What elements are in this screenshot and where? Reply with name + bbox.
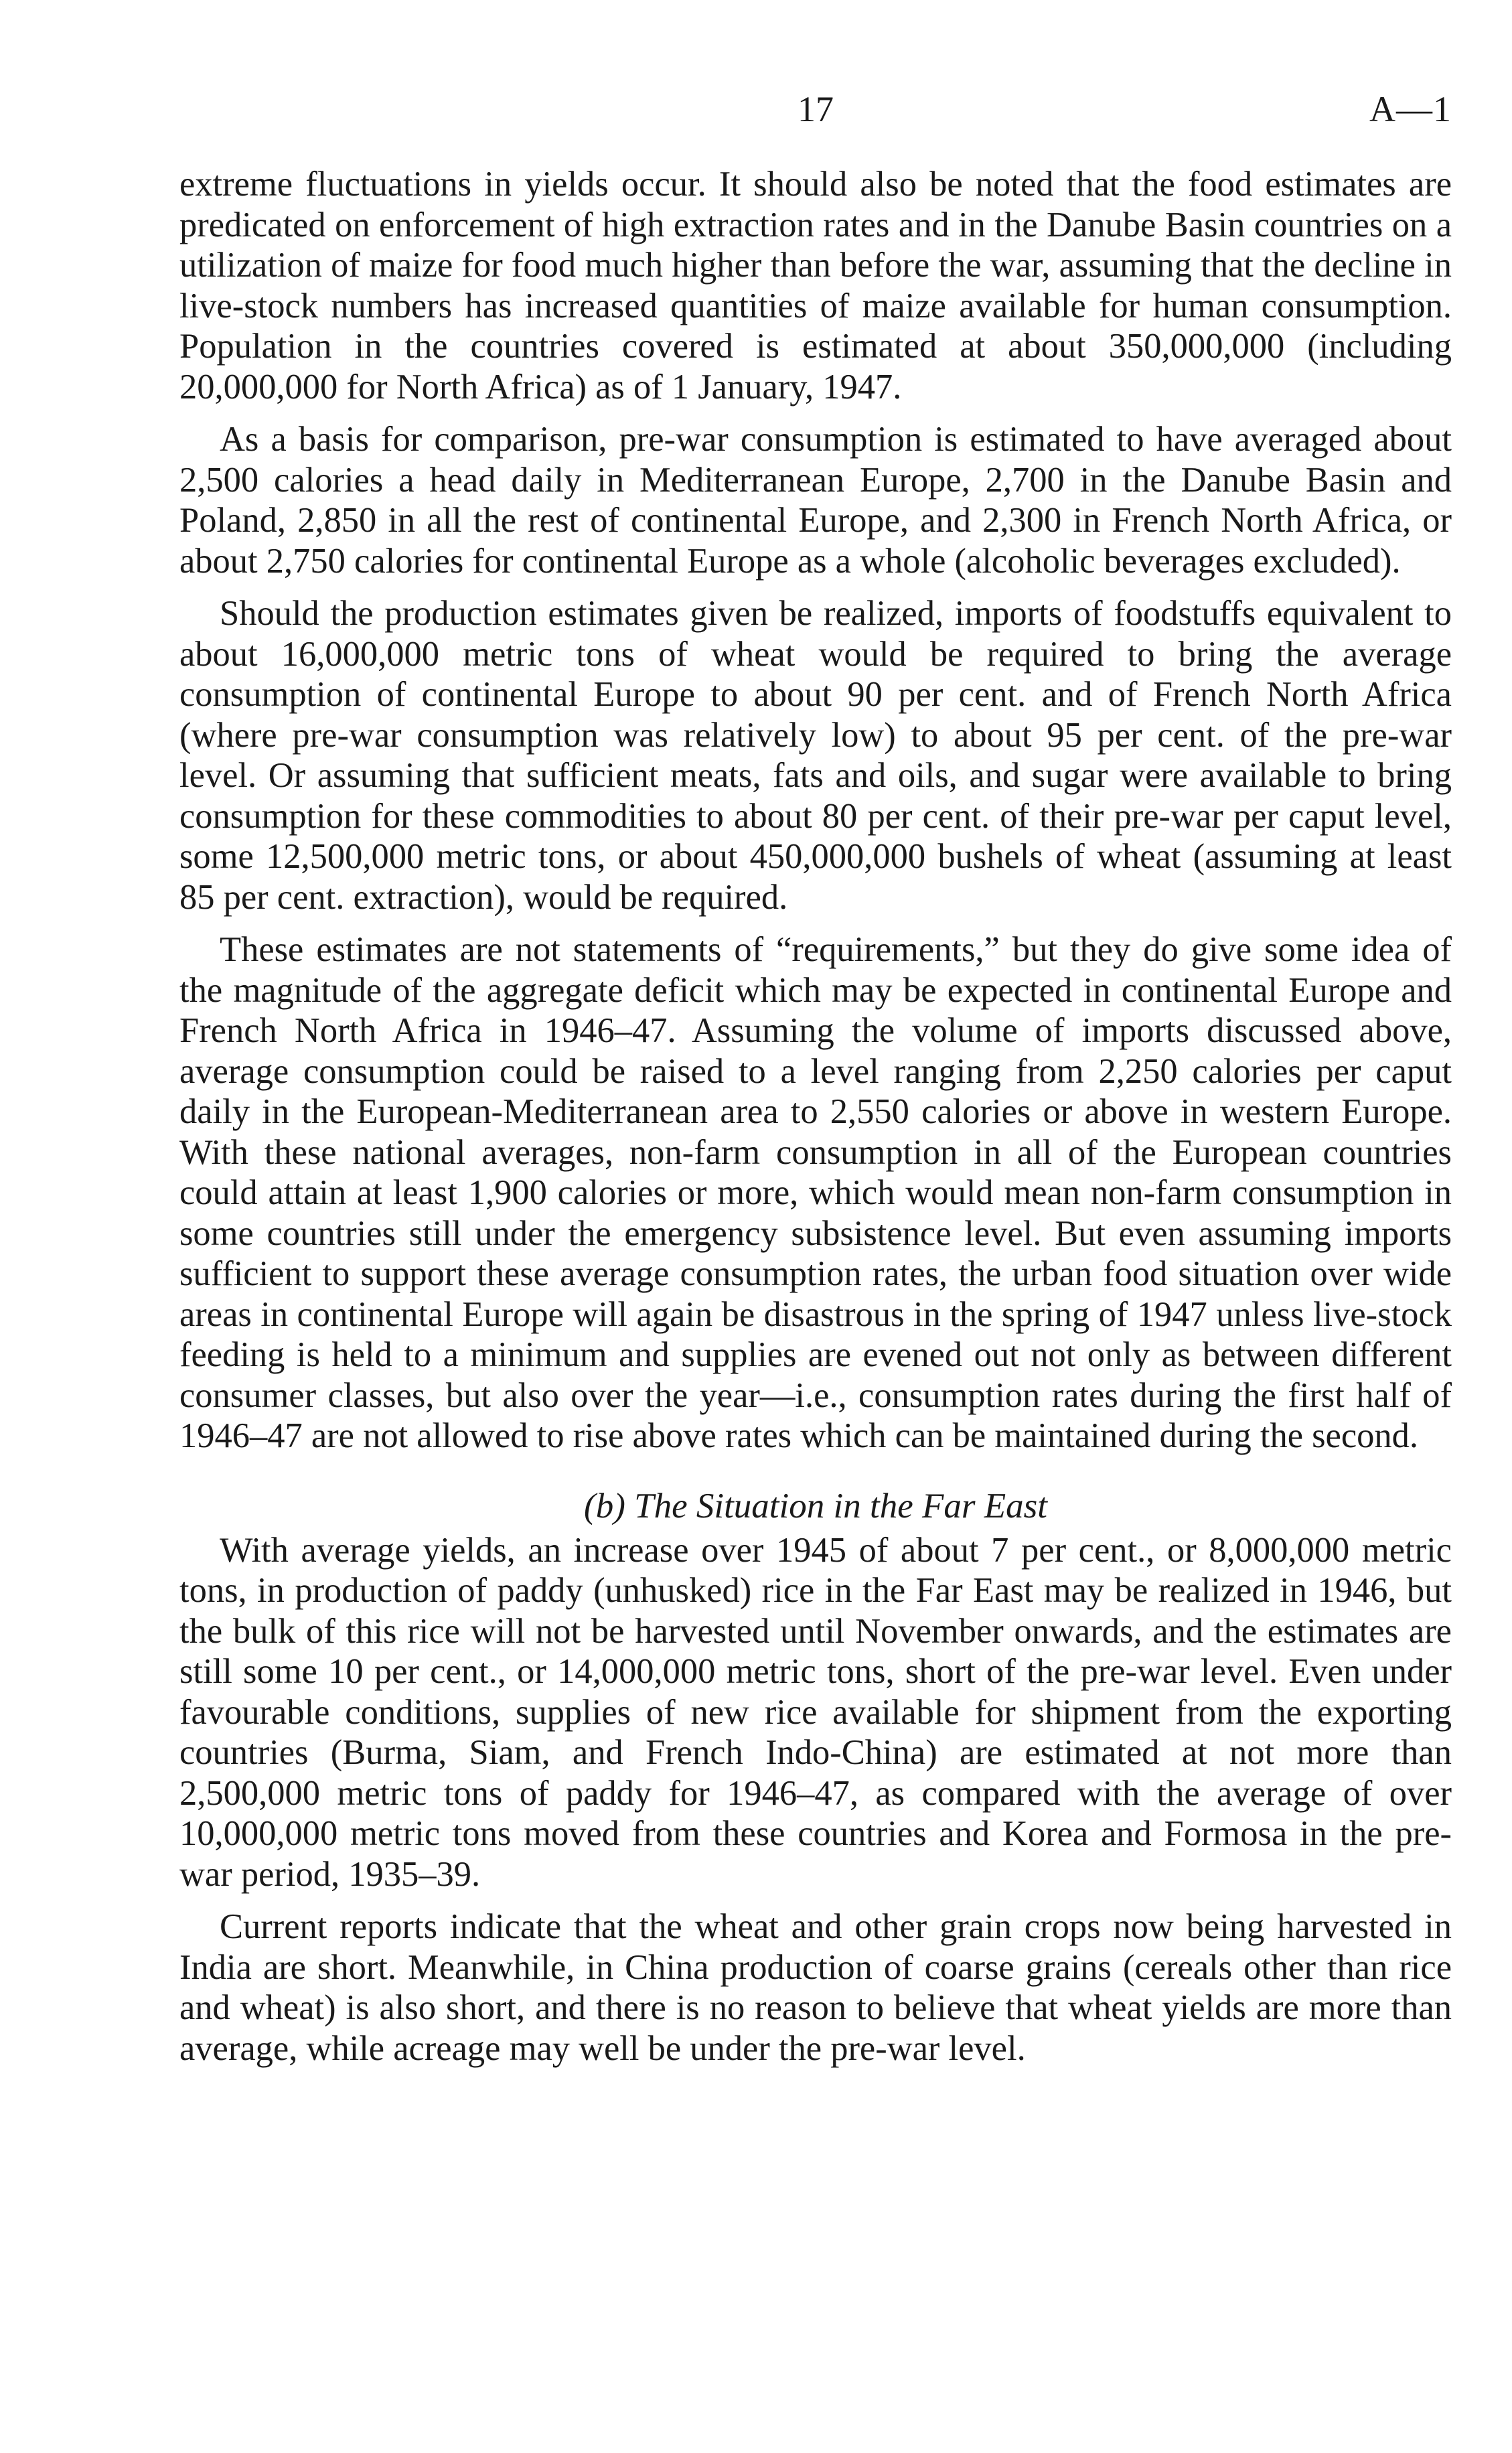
body-text (179, 164, 1452, 2081)
page-number: 17 (798, 89, 834, 129)
paragraph: With average yields, an increase over 1945 of about 7 per cent., or 8,000,000 metric tons, in production of paddy (unhusked) rice in the Far East may be realized in 1946, but the bulk of this rice will not be harvested until November onwards, and the estimates are still some 10 per cent., or 14,000,000 metric tons, short of the pre-war level. Even under favourable conditions, supplies of new rice available for shipment from the exporting countries (Burma, Siam, and French Indo-China) are estimated at not more than 2,500,000 metric tons of paddy for 1946–47, as compared with the average of over 10,000,000 metric tons moved from these countries and Korea and Formosa in the pre-war period, 1935–39. (179, 1530, 1452, 1894)
paragraph: Should the production estimates given be realized, imports of foodstuffs equivalent to about 16,000,000 metric tons of wheat would be required to bring the average consumption of continental Europe to about 90 per cent. and of French North Africa (where pre-war consumption was relatively low) to about 95 per cent. of the pre-war level. Or assuming that sufficient meats, fats and oils, and sugar were available to bring consumption for these commodities to about 80 per cent. of their pre-war per caput level, some 12,500,000 metric tons, or about 450,000,000 bushels of wheat (assuming at least 85 per cent. extraction), would be required. (179, 594, 1452, 917)
page-header (179, 79, 1452, 139)
paragraph: As a basis for comparison, pre-war consumption is estimated to have averaged about 2,500 calories a head daily in Mediterranean Europe, 2,700 in the Danube Basin and Poland, 2,850 in all the rest of continental Europe, and 2,300 in French North Africa, or about 2,750 calories for continental Europe as a whole (alcoholic beverages excluded). (179, 420, 1452, 581)
paragraph: These estimates are not statements of “requirements,” but they do give some idea of the magnitude of the aggregate deficit which may be expected in continental Europe and French North Africa in 1946–47. Assuming the volume of imports discussed above, average consumption could be raised to a level ranging from 2,250 calories per caput daily in the European-Mediterranean area to 2,550 calories or above in western Europe. With these national averages, non-farm consumption in all of the European countries could attain at least 1,900 calories or more, which would mean non-farm consumption in some countries still under the emergency subsistence level. But even assuming imports sufficient to support these average consumption rates, the urban food situation over wide areas in continental Europe will again be disastrous in the spring of 1947 unless live-stock feeding is held to a minimum and supplies are evened out not only as between different consumer classes, but also over the year—i.e., consumption rates during the first half of 1946–47 are not allowed to rise above rates which can be maintained during the second. (179, 930, 1452, 1455)
paragraph: Current reports indicate that the wheat and other grain crops now being harvested in India are short. Meanwhile, in China production of coarse grains (cereals other than rice and wheat) is also short, and there is no reason to believe that wheat yields are more than average, while acreage may well be under the pre-war level. (179, 1907, 1452, 2068)
section-heading: (b) The Situation in the Far East (584, 1486, 1047, 1526)
document-code: A—1 (1369, 89, 1452, 129)
paragraph-continued: extreme fluctuations in yields occur. It should also be noted that the food estimates are predicated on enforcement of high extraction rates and in the Danube Basin countries on a utilization of maize for food much higher than before the war, assuming that the decline in live-stock numbers has increased quantities of maize available for human consumption. Population in the countries covered is estimated at about 350,000,000 (including 20,000,000 for North Africa) as of 1 January, 1947. (179, 165, 1452, 406)
